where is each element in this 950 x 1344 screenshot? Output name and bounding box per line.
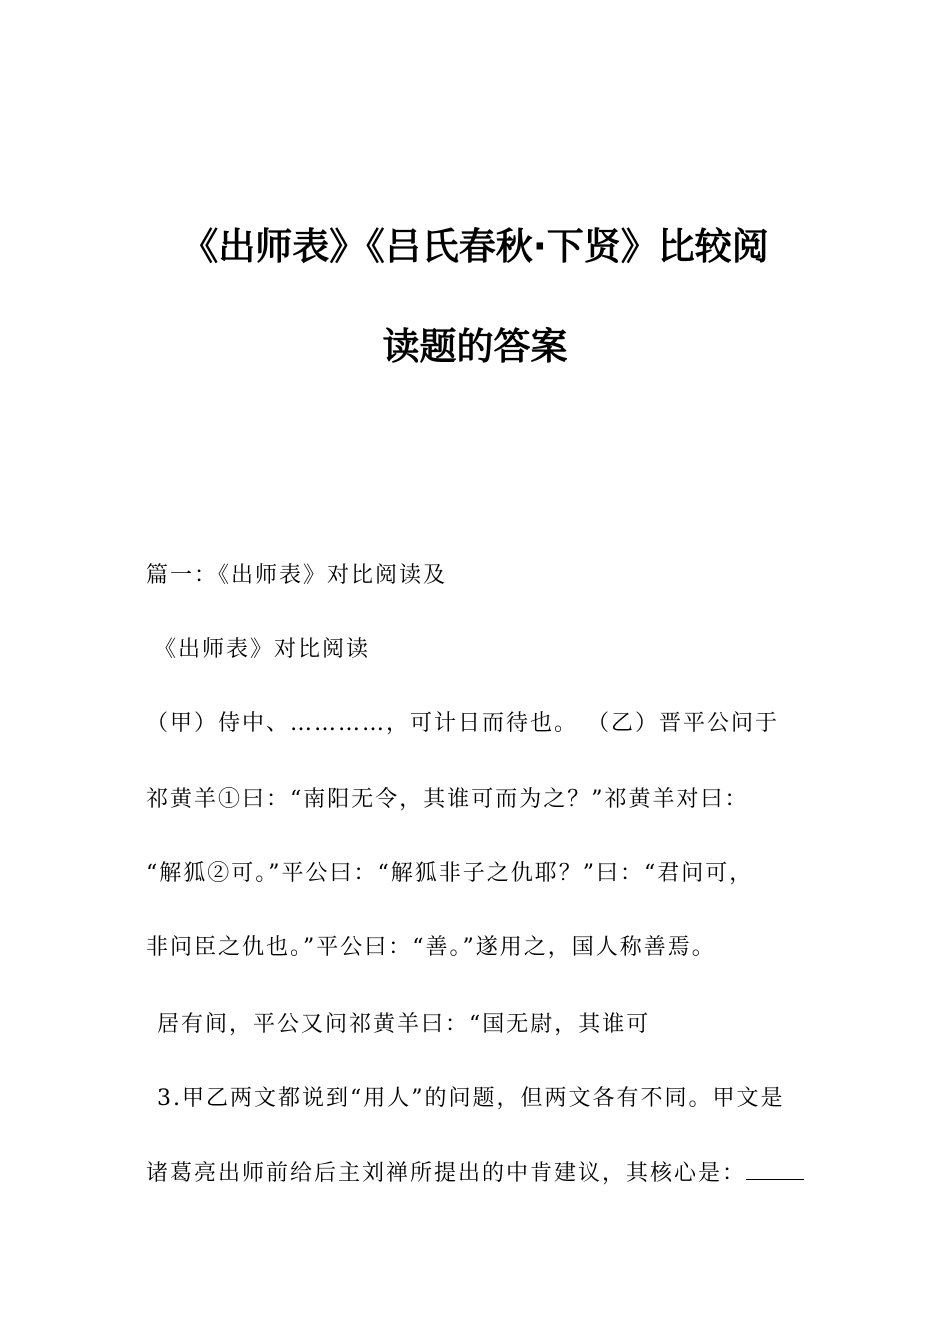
question-text: 诸葛亮出师前给后主刘禅所提出的中肯建议，其核心是： [146,1161,747,1186]
paragraph-line: 祁黄羊①曰：“南阳无令，其谁可而为之？”祁黄羊对曰： [146,787,749,812]
paragraph-line: （甲）侍中、…………，可计日而待也。 （乙）晋平公问于 [146,711,779,736]
document-title-line-1: 《出师表》《吕氏春秋·下贤》比较阅 [181,225,769,268]
paragraph-line: “解狐②可。”平公曰：“解狐非子之仇耶？”曰：“君问可， [146,861,754,886]
subsection-heading: 《出师表》对比阅读 [154,637,371,662]
answer-blank [746,1159,804,1180]
section-heading: 篇一：《出师表》对比阅读及 [146,563,448,588]
document-title-line-2: 读题的答案 [382,325,568,368]
question-line [146,1159,804,1189]
paragraph-line: 居有间，平公又问祁黄羊曰：“国无尉，其谁可 [157,1012,651,1037]
question-line: 3.甲乙两文都说到“用人”的问题，但两文各有不同。甲文是 [157,1086,785,1111]
paragraph-line: 非问臣之仇也。”平公曰：“善。”遂用之，国人称善焉。 [146,935,716,960]
